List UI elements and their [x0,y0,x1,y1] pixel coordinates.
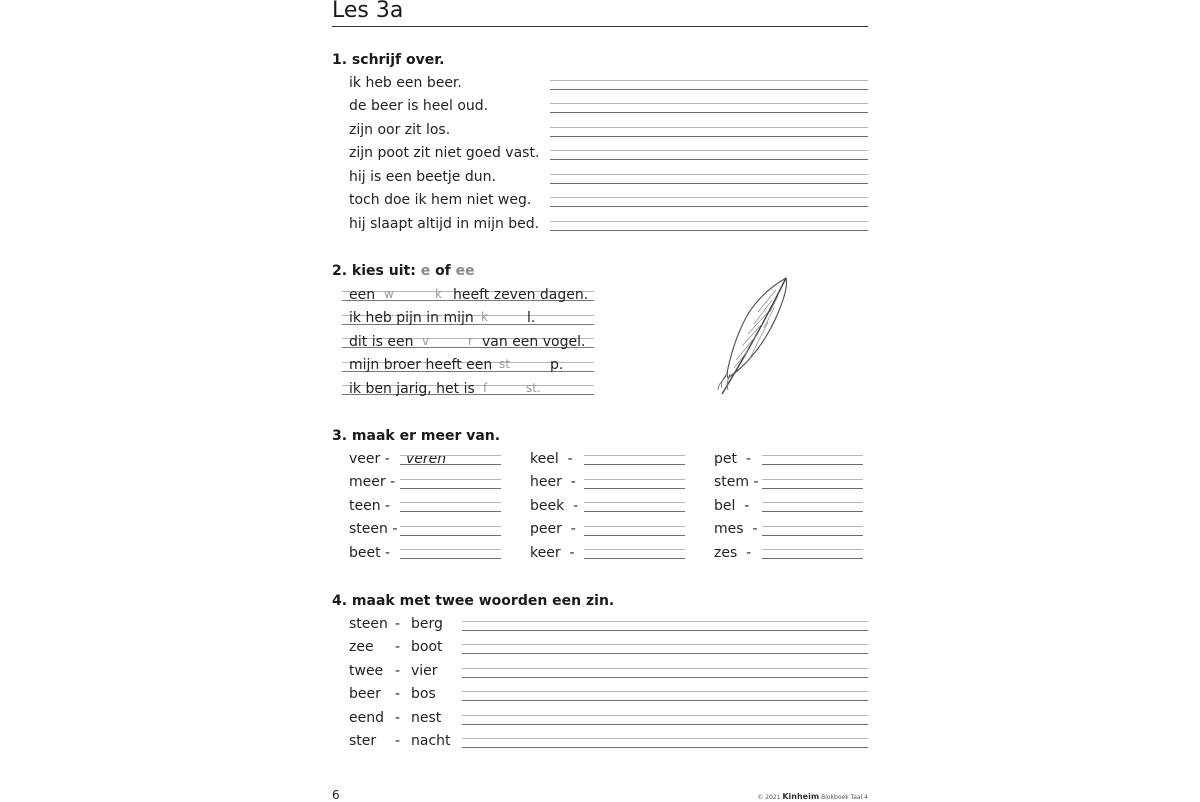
answer-line[interactable] [584,549,685,559]
exercise-1-heading: 1. schrijf over. [332,52,445,68]
answer-line[interactable] [584,502,685,512]
answer-line[interactable] [762,549,863,559]
answer-line[interactable] [584,455,685,465]
sentence-writing-line[interactable] [462,668,868,678]
word-pair-dash: - [395,663,401,679]
singular-word: steen - [349,521,398,537]
page-title: Les 3a [332,0,404,23]
answer-line[interactable] [400,526,501,536]
word-pair-second: boot [411,639,443,655]
fill-sentence-end: p. [550,357,564,373]
fill-sentence-end: l. [527,310,536,326]
word-pair-first: steen [349,616,388,632]
gap-letter: st. [526,381,541,395]
exercise-4-heading: 4. maak met twee woorden een zin. [332,593,615,609]
example-answer: veren [406,451,447,467]
sentence-writing-line[interactable] [462,644,868,654]
word-pair-dash: - [395,616,401,632]
feather-icon [714,272,800,400]
exercise-3-heading: 3. maak er meer van. [332,428,501,444]
singular-word: peer - [530,521,576,537]
answer-line[interactable] [400,502,501,512]
answer-line[interactable] [584,479,685,489]
gap-letter: f [483,381,488,395]
word-pair-second: nacht [411,733,451,749]
singular-word: beek - [530,498,579,514]
singular-word: keer - [530,545,575,561]
fill-sentence-start: een [349,287,376,303]
sentence-writing-line[interactable] [462,621,868,631]
word-pair-dash: - [395,639,401,655]
gap-letter: r [468,334,473,348]
answer-line[interactable] [400,455,501,465]
copy-sentence: zijn poot zit niet goed vast. [349,145,540,161]
copy-sentence: toch doe ik hem niet weg. [349,192,532,208]
writing-line[interactable] [550,221,868,231]
copy-sentence: de beer is heel oud. [349,98,489,114]
word-pair-second: nest [411,710,442,726]
fill-sentence-end: heeft zeven dagen. [453,287,589,303]
writing-line[interactable] [550,150,868,160]
singular-word: mes - [714,521,758,537]
word-pair-first: beer [349,686,381,702]
option-e: e [420,263,431,279]
answer-line[interactable] [400,549,501,559]
copy-sentence: hij slaapt altijd in mijn bed. [349,216,540,232]
book-title: Blokboek Taal 4 [821,794,868,801]
fill-sentence-start: ik heb pijn in mijn [349,310,474,326]
copyright-text: © 2021 [757,794,781,801]
word-pair-second: berg [411,616,443,632]
answer-line[interactable] [762,455,863,465]
word-pair-dash: - [395,686,401,702]
copy-sentence: ik heb een beer. [349,75,462,91]
word-pair-second: bos [411,686,436,702]
word-pair-first: ster [349,733,377,749]
singular-word: teen - [349,498,391,514]
word-pair-dash: - [395,710,401,726]
answer-line[interactable] [584,526,685,536]
gap-letter: v [422,334,430,348]
writing-line[interactable] [550,103,868,113]
singular-word: heer - [530,474,576,490]
gap-letter: k [435,287,442,301]
singular-word: veer - [349,451,390,467]
writing-line[interactable] [550,80,868,90]
writing-line[interactable] [550,197,868,207]
publisher-logo: Kinheim [782,792,820,801]
word-pair-dash: - [395,733,401,749]
word-pair-second: vier [411,663,438,679]
answer-line[interactable] [762,479,863,489]
singular-word: stem - [714,474,759,490]
word-pair-first: twee [349,663,384,679]
singular-word: pet - [714,451,751,467]
exercise-2-heading [332,263,475,279]
heading-of: of [435,263,451,279]
singular-word: beet - [349,545,391,561]
fill-sentence-start: dit is een [349,334,414,350]
gap-letter: w [384,287,394,301]
title-divider [332,26,868,27]
copy-sentence: zijn oor zit los. [349,122,451,138]
heading-prefix: 2. kies uit: [332,263,416,279]
word-pair-first: zee [349,639,374,655]
gap-letter: k [481,310,488,324]
answer-line[interactable] [400,479,501,489]
fill-sentence-start: mijn broer heeft een [349,357,493,373]
singular-word: bel - [714,498,750,514]
fill-sentence-start: ik ben jarig, het is [349,381,475,397]
page-number: 6 [332,788,340,802]
writing-line[interactable] [550,127,868,137]
answer-line[interactable] [762,502,863,512]
sentence-writing-line[interactable] [462,691,868,701]
option-ee: ee [455,263,475,279]
singular-word: keel - [530,451,573,467]
sentence-writing-line[interactable] [462,715,868,725]
writing-line[interactable] [550,174,868,184]
sentence-writing-line[interactable] [462,738,868,748]
answer-line[interactable] [762,526,863,536]
copy-sentence: hij is een beetje dun. [349,169,496,185]
singular-word: zes - [714,545,752,561]
worksheet-page [332,0,868,800]
singular-word: meer - [349,474,396,490]
word-pair-first: eend [349,710,384,726]
fill-sentence-end: van een vogel. [482,334,586,350]
gap-letter: st [499,357,510,371]
